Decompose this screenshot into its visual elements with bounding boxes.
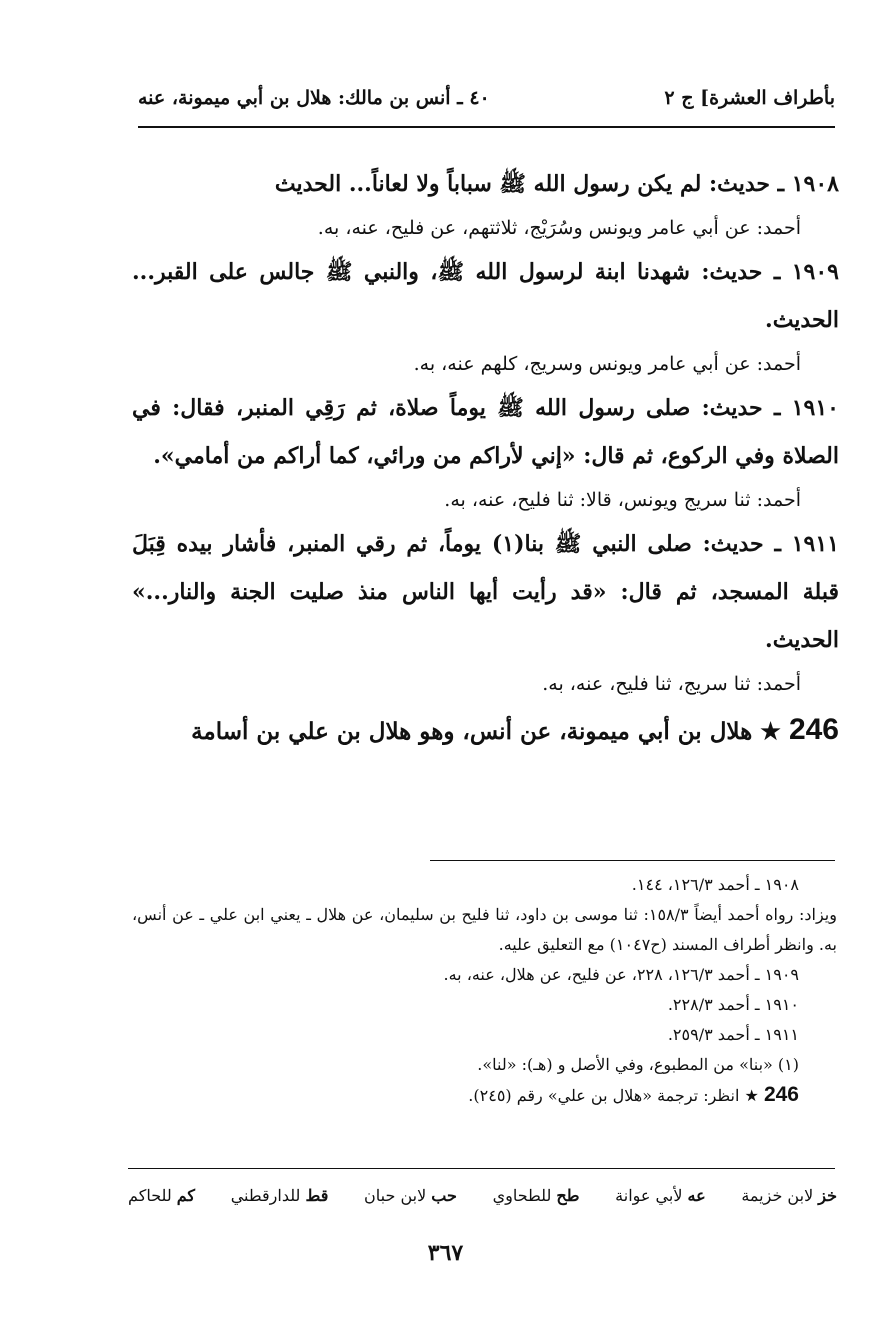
page-number: ٣٦٧ — [427, 1240, 464, 1266]
header-divider — [138, 126, 835, 128]
running-header — [138, 80, 835, 116]
footnotes — [132, 870, 837, 1111]
footnote-1908: ١٩٠٨ ـ أحمد ١٢٦/٣، ١٤٤. — [631, 875, 799, 894]
tarjama-heading — [132, 706, 839, 756]
tarjama-number: 246 — [788, 713, 839, 746]
main-text — [132, 160, 839, 756]
hadith-1909: ١٩٠٩ ـ حديث: شهدنا ابنة لرسول الله ﷺ، والنبي ﷺ جالس على القبر... الحديث. — [132, 259, 839, 333]
source-1908: أحمد: عن أبي عامر ويونس وسُرَيْج، ثلاثتهم، عن فليح، عنه، به. — [317, 217, 801, 239]
abbrev-item: خز لابن خزيمة — [741, 1186, 837, 1205]
star-icon: ★ — [760, 718, 781, 745]
header-left: ٤٠ ـ أنس بن مالك: هلال بن أبي ميمونة، عنه — [138, 87, 490, 109]
abbrev-item: قط للدارقطني — [230, 1186, 329, 1205]
footnote-tarjama-number: 246 — [763, 1083, 799, 1106]
tarjama-title: هلال بن أبي ميمونة، عن أنس، وهو هلال بن علي بن أسامة — [191, 718, 753, 745]
source-1911: أحمد: ثنا سريج، ثنا فليح، عنه، به. — [542, 673, 801, 695]
abbrev-item: كم للحاكم — [128, 1186, 196, 1205]
footnote-tarjama-text: ★ انظر: ترجمة «هلال بن علي» رقم (٢٤٥). — [468, 1086, 759, 1105]
footnote-divider — [430, 860, 835, 861]
abbreviations-key — [128, 1186, 837, 1205]
footnote-1910: ١٩١٠ ـ أحمد ٢٢٨/٣. — [667, 995, 799, 1014]
hadith-1911: ١٩١١ ـ حديث: صلى النبي ﷺ بنا(١) يوماً، ثم رقي المنبر، فأشار بيده قِبَلَ قبلة المسجد، ثم قال: «قد رأيت أيها الناس منذ صليت الجنة والنار...» الحديث. — [132, 531, 839, 653]
abbreviations-divider — [128, 1168, 835, 1169]
source-1910: أحمد: ثنا سريج ويونس، قالا: ثنا فليح، عنه، به. — [444, 489, 801, 511]
footnote-ziyad: ويزاد: رواه أحمد أيضاً ١٥٨/٣: ثنا موسى بن داود، ثنا فليح بن سليمان، عن هلال ـ يعني ابن علي ـ عن أنس، به. وانظر أطراف المسند (ح١٠٤٧) مع التعليق عليه. — [132, 905, 837, 954]
abbrev-item: حب لابن حبان — [364, 1186, 457, 1205]
header-right: بأطراف العشرة] ج ٢ — [664, 87, 835, 109]
footnote-note-1: (١) «بنا» من المطبوع، وفي الأصل و (هـ): «لنا». — [477, 1055, 799, 1074]
footnote-tarjama — [132, 1080, 837, 1111]
source-1909: أحمد: عن أبي عامر ويونس وسريج، كلهم عنه، به. — [413, 353, 801, 375]
abbrev-item: طح للطحاوي — [492, 1186, 580, 1205]
hadith-1910: ١٩١٠ ـ حديث: صلى رسول الله ﷺ يوماً صلاة، ثم رَقِي المنبر، فقال: في الصلاة وفي الركوع، ثم قال: «إني لأراكم من ورائي، كما أراكم من أمامي». — [132, 395, 839, 469]
hadith-1908: ١٩٠٨ ـ حديث: لم يكن رسول الله ﷺ سباباً ولا لعاناً... الحديث — [274, 171, 839, 197]
footnote-1911: ١٩١١ ـ أحمد ٢٥٩/٣. — [667, 1025, 799, 1044]
abbrev-item: عه لأبي عوانة — [615, 1186, 706, 1205]
footnote-1909: ١٩٠٩ ـ أحمد ١٢٦/٣، ٢٢٨، عن فليح، عن هلال، عنه، به. — [443, 965, 799, 984]
